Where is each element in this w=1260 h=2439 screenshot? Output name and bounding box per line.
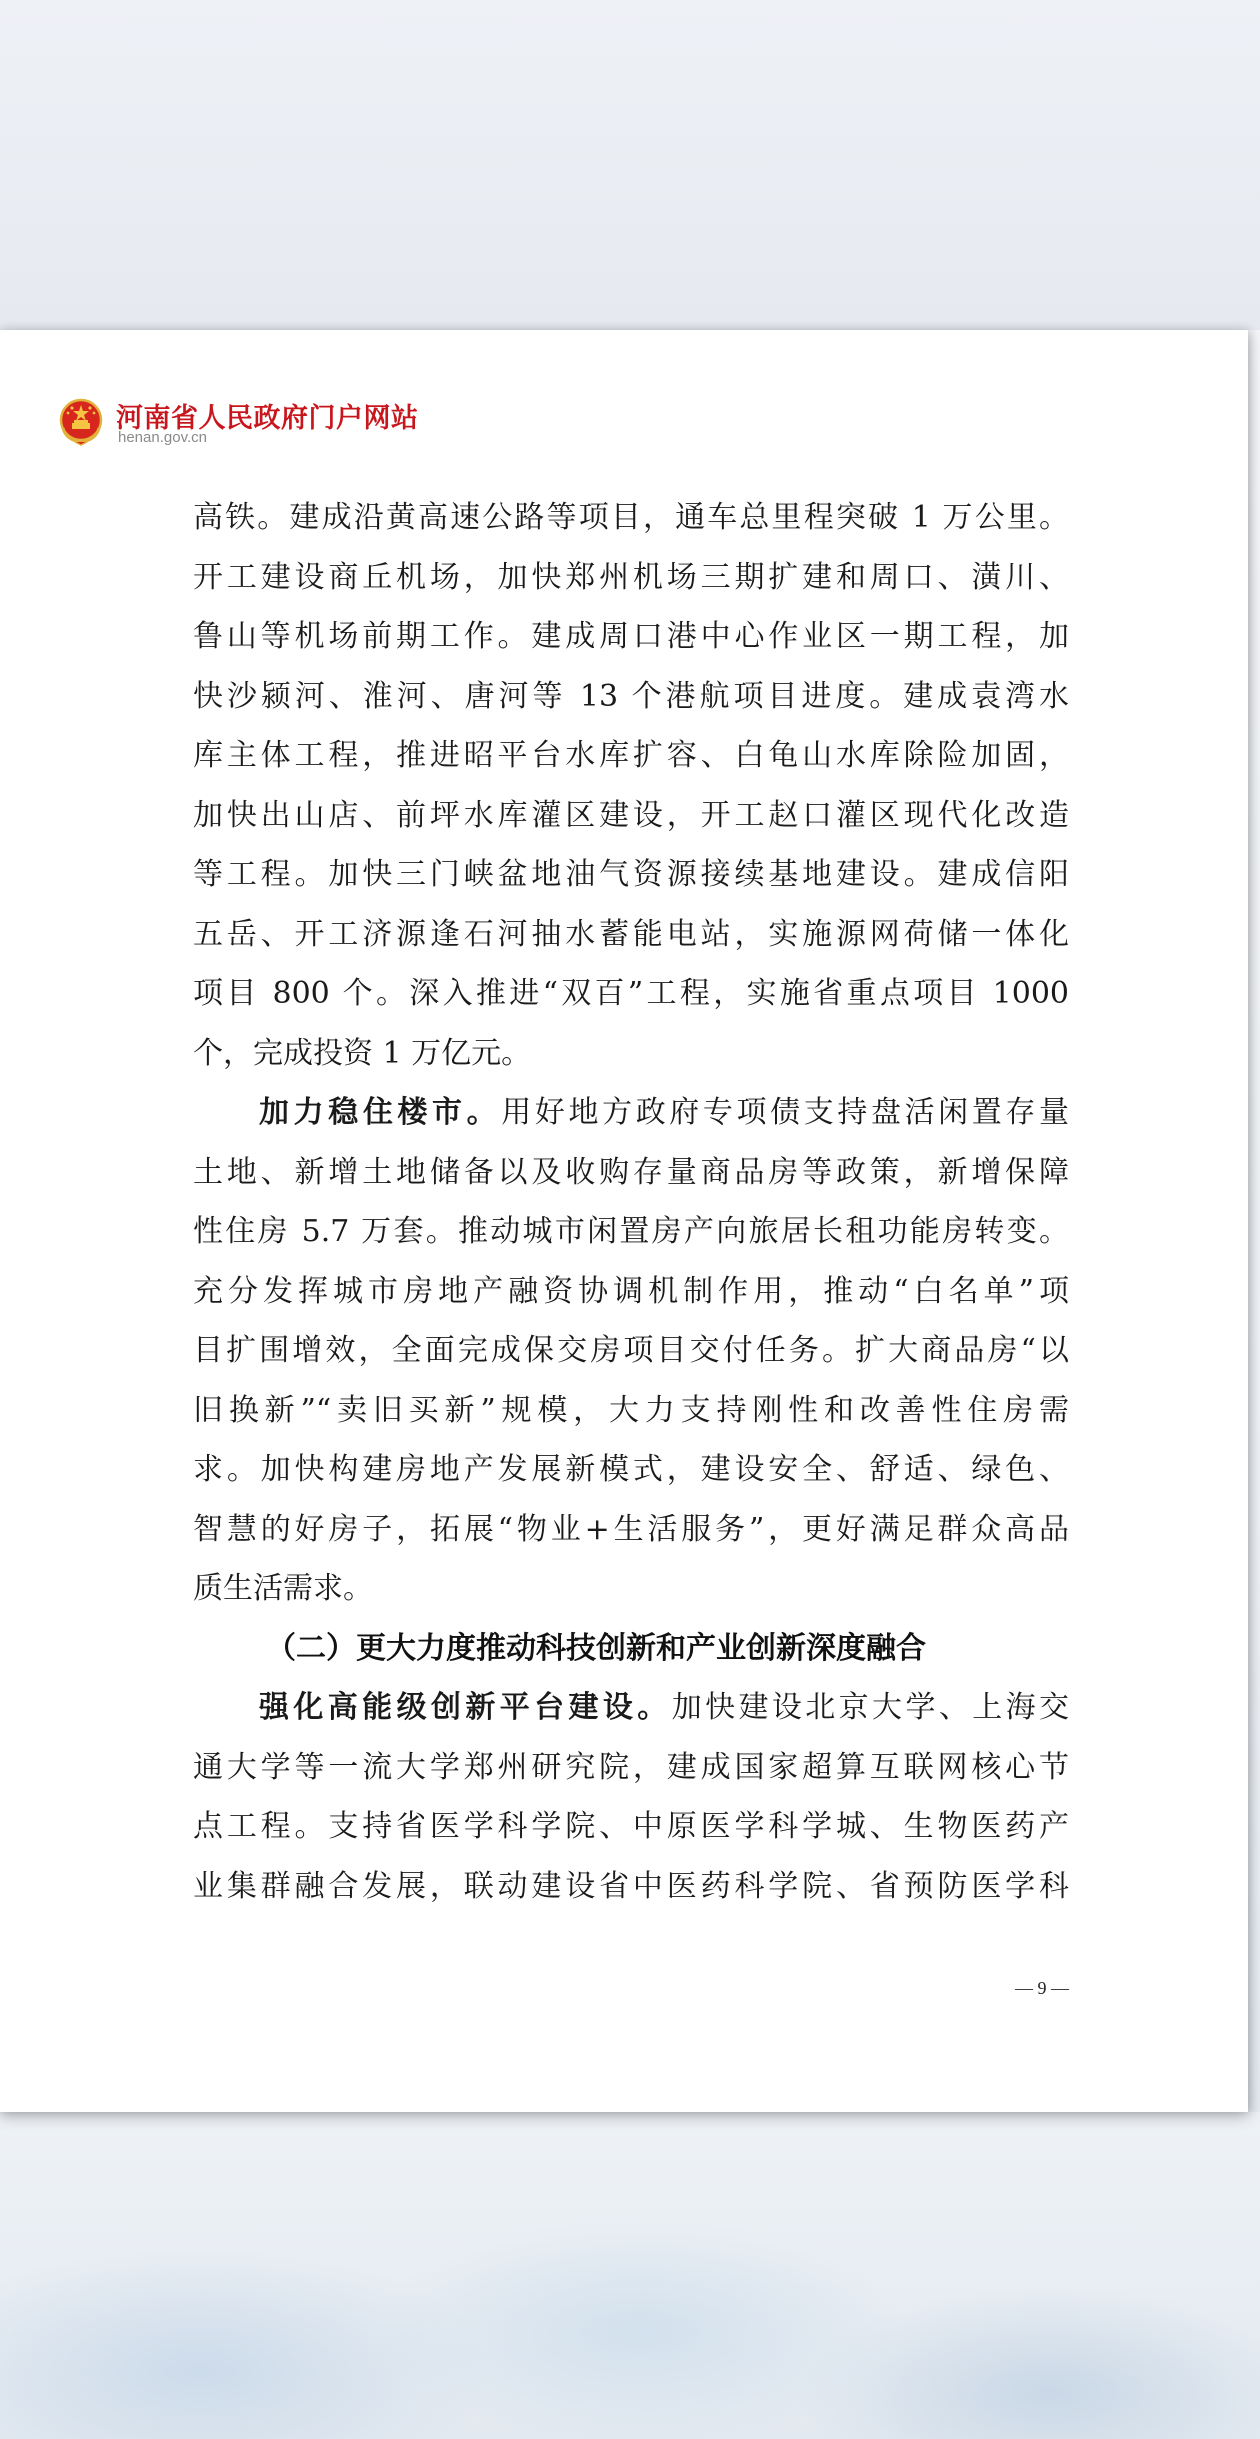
site-url: henan.gov.cn — [118, 429, 207, 446]
text-line: 快沙颍河、淮河、唐河等 13 个港航项目进度。建成袁湾水 — [193, 678, 1069, 714]
text-line — [193, 1678, 1069, 1738]
text-line: 加快出山店、前坪水库灌区建设，开工赵口灌区现代化改造 — [193, 797, 1069, 833]
paragraph-housing-market — [193, 1083, 1069, 1619]
text-line: 点工程。支持省医学科学院、中原医学科学城、生物医药产 — [193, 1809, 1069, 1844]
document-body — [193, 488, 1069, 1916]
text-line: 业集群融合发展，联动建设省中医药科学院、省预防医学科 — [193, 1868, 1069, 1904]
background-top — [0, 0, 1260, 330]
text-line: 土地、新增土地储备以及收购存量商品房等政策，新增保障 — [193, 1154, 1069, 1190]
text-line: 充分发挥城市房地产融资协调机制作用，推动“白名单”项 — [193, 1273, 1069, 1309]
paragraph-title: 加力稳住楼市。 — [259, 1095, 502, 1130]
text-line: 通大学等一流大学郑州研究院，建成国家超算互联网核心节 — [193, 1749, 1069, 1785]
text-line: 鲁山等机场前期工作。建成周口港中心作业区一期工程，加 — [193, 619, 1069, 654]
paragraph-text: 用好地方政府专项债支持盘活闲置存量 — [501, 1095, 1070, 1130]
text-line: 高铁。建成沿黄高速公路等项目，通车总里程突破 1 万公里。 — [193, 500, 1069, 535]
text-line: 智慧的好房子，拓展“物业+生活服务”，更好满足群众高品 — [193, 1511, 1069, 1547]
paragraph-text: 加快建设北京大学、上海交 — [671, 1690, 1070, 1725]
text-line: 质生活需求。 — [193, 1571, 373, 1606]
text-line — [193, 1083, 1069, 1143]
paragraph-innovation-platforms — [193, 1678, 1069, 1916]
text-line: 旧换新”“卖旧买新”规模，大力支持刚性和改善性住房需 — [193, 1392, 1069, 1428]
text-line: 库主体工程，推进昭平台水库扩容、白龟山水库除险加固， — [193, 738, 1069, 773]
text-line: 项目 800 个。深入推进“双百”工程，实施省重点项目 1000 — [193, 976, 1069, 1011]
text-line: 个，完成投资 1 万亿元。 — [193, 1035, 532, 1071]
site-name: 河南省人民政府门户网站 — [116, 403, 419, 434]
text-line: 等工程。加快三门峡盆地油气资源接续基地建设。建成信阳 — [193, 857, 1069, 892]
national-emblem-icon — [58, 398, 104, 446]
paragraph-transport-projects — [193, 488, 1069, 1083]
section-heading: （二）更大力度推动科技创新和产业创新深度融合 — [266, 1630, 926, 1666]
text-line: 五岳、开工济源逢石河抽水蓄能电站，实施源网荷储一体化 — [193, 916, 1069, 952]
text-line: 目扩围增效，全面完成保交房项目交付任务。扩大商品房“以 — [193, 1333, 1069, 1368]
background-bottom — [0, 2112, 1260, 2439]
text-line: 性住房 5.7 万套。推动城市闲置房产向旅居长租功能房转变。 — [193, 1214, 1069, 1249]
paragraph-title: 强化高能级创新平台建设。 — [259, 1690, 672, 1725]
site-logo[interactable] — [58, 396, 438, 450]
text-line: 求。加快构建房地产发展新模式，建设安全、舒适、绿色、 — [193, 1452, 1069, 1487]
text-line: 开工建设商丘机场，加快郑州机场三期扩建和周口、潢川、 — [193, 559, 1069, 595]
page-number: — 9 — — [1015, 1978, 1069, 1998]
